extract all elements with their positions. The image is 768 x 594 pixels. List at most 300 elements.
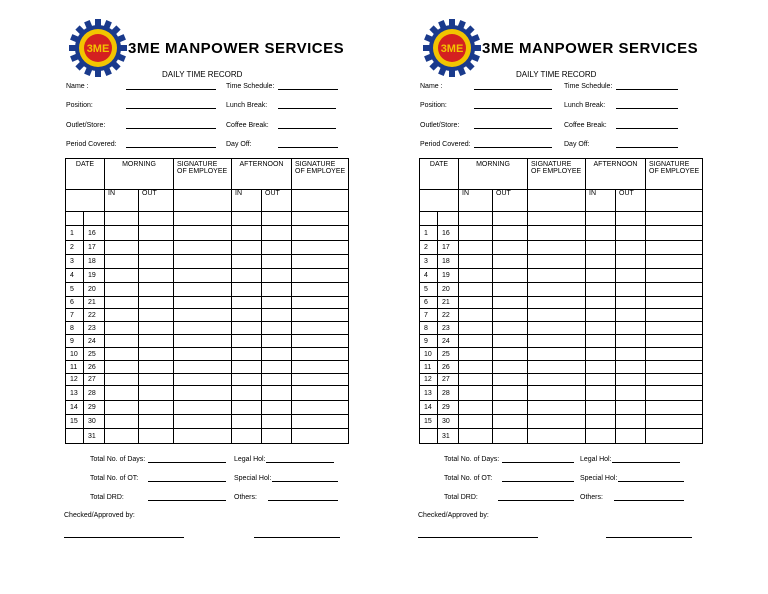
signature-morning-cell[interactable] [174,386,232,401]
signature-morning-cell[interactable] [528,386,586,401]
legal-hol-field[interactable] [580,455,680,463]
morning-in-cell[interactable] [459,297,493,309]
morning-in-cell[interactable] [459,374,493,386]
signature-morning-cell[interactable] [528,241,586,255]
afternoon-in-cell[interactable] [586,429,616,444]
day-number: 22 [84,309,105,322]
total-days-field[interactable] [444,455,574,463]
signature-afternoon-cell[interactable] [292,401,349,415]
signature-header-morning [528,159,586,190]
blank-cell[interactable] [420,212,438,226]
signature-morning-cell[interactable] [174,255,232,269]
afternoon-out-cell[interactable] [616,415,646,429]
afternoon-header: AFTERNOON [232,159,292,190]
day-off-field[interactable] [226,140,338,148]
signature-afternoon-cell[interactable] [646,401,703,415]
blank-cell[interactable] [232,212,262,226]
total-ot-field[interactable] [444,474,574,482]
afternoon-in-cell[interactable] [232,322,262,335]
morning-out-cell[interactable] [493,386,528,401]
signature-afternoon-cell[interactable] [292,374,349,386]
afternoon-out-cell[interactable] [616,348,646,361]
lunch-break-field[interactable] [564,101,678,109]
day-number: 4 [420,269,438,283]
time-schedule-field[interactable] [564,82,678,90]
morning-out-cell[interactable] [493,374,528,386]
afternoon-out-cell[interactable] [616,386,646,401]
position-field[interactable] [66,101,216,109]
morning-out-header: OUT [139,190,174,212]
day-number: 14 [66,401,84,415]
blank-cell[interactable] [493,212,528,226]
afternoon-out-cell[interactable] [616,361,646,374]
afternoon-in-header: IN [232,190,262,212]
table-row [420,322,703,335]
signature-afternoon-cell[interactable] [646,283,703,297]
total-drd-field[interactable] [90,493,226,501]
morning-in-cell[interactable] [105,374,139,386]
afternoon-out-cell[interactable] [262,401,292,415]
afternoon-in-cell[interactable] [586,322,616,335]
morning-in-cell[interactable] [105,309,139,322]
approved-by-signature-line[interactable] [606,537,692,538]
afternoon-out-cell[interactable] [262,269,292,283]
name-label: Name : [420,83,443,90]
time-record-table [65,158,349,444]
signature-afternoon-cell[interactable] [646,226,703,241]
table-row [66,297,349,309]
company-logo-icon [422,18,482,78]
signature-morning-cell[interactable] [174,361,232,374]
signature-afternoon-cell[interactable] [646,241,703,255]
period-covered-label: Period Covered: [66,141,117,148]
morning-in-header: IN [459,190,493,212]
afternoon-out-cell[interactable] [616,374,646,386]
morning-in-cell[interactable] [105,269,139,283]
day-number: 11 [420,361,438,374]
morning-in-cell[interactable] [105,348,139,361]
afternoon-in-cell[interactable] [232,335,262,348]
morning-out-cell[interactable] [493,309,528,322]
time-schedule-label: Time Schedule: [226,83,275,90]
signature-afternoon-cell[interactable] [646,429,703,444]
morning-out-cell[interactable] [493,226,528,241]
morning-out-cell[interactable] [139,335,174,348]
morning-in-cell[interactable] [105,322,139,335]
table-row [420,309,703,322]
company-logo-icon [68,18,128,78]
legal-hol-field[interactable] [234,455,334,463]
afternoon-out-cell[interactable] [616,297,646,309]
afternoon-out-cell[interactable] [616,283,646,297]
signature-afternoon-cell[interactable] [646,322,703,335]
morning-out-cell[interactable] [493,255,528,269]
signature-afternoon-cell[interactable] [292,348,349,361]
morning-in-cell[interactable] [105,297,139,309]
day-number: 25 [438,348,459,361]
signature-morning-cell[interactable] [528,226,586,241]
afternoon-out-cell[interactable] [616,401,646,415]
morning-in-cell[interactable] [459,322,493,335]
morning-in-cell[interactable] [105,255,139,269]
morning-out-cell[interactable] [493,361,528,374]
morning-out-cell[interactable] [139,283,174,297]
blank-cell[interactable] [66,212,84,226]
blank-cell[interactable] [84,212,105,226]
afternoon-in-cell[interactable] [586,386,616,401]
name-field[interactable] [66,82,216,90]
morning-out-cell[interactable] [139,322,174,335]
signature-morning-cell[interactable] [174,309,232,322]
total-ot-field[interactable] [90,474,226,482]
outlet-store-field[interactable] [420,121,552,129]
morning-out-cell[interactable] [493,269,528,283]
table-row [66,361,349,374]
checked-by-signature-line[interactable] [64,537,184,538]
signature-morning-cell[interactable] [174,269,232,283]
afternoon-out-cell[interactable] [616,309,646,322]
afternoon-in-cell[interactable] [232,401,262,415]
day-number: 29 [84,401,105,415]
signature-morning-cell[interactable] [174,241,232,255]
morning-out-cell[interactable] [139,361,174,374]
afternoon-in-cell[interactable] [232,361,262,374]
special-hol-field[interactable] [234,474,338,482]
approved-by-signature-line[interactable] [254,537,340,538]
morning-in-cell[interactable] [105,361,139,374]
afternoon-in-cell[interactable] [586,241,616,255]
signature-morning-cell[interactable] [174,297,232,309]
special-hol-field[interactable] [580,474,684,482]
morning-in-cell[interactable] [105,335,139,348]
morning-out-cell[interactable] [493,241,528,255]
signature-morning-cell[interactable] [528,374,586,386]
day-number: 12 [420,374,438,386]
legal-hol-label: Legal Hol: [580,456,612,463]
day-number: 28 [438,386,459,401]
morning-out-cell[interactable] [139,348,174,361]
signature-morning-cell[interactable] [528,348,586,361]
afternoon-in-cell[interactable] [586,309,616,322]
signature-afternoon-cell[interactable] [292,335,349,348]
day-number: 7 [420,309,438,322]
afternoon-out-cell[interactable] [262,322,292,335]
signature-afternoon-cell[interactable] [292,415,349,429]
day-off-label: Day Off: [564,141,590,148]
signature-morning-cell[interactable] [174,415,232,429]
others-field[interactable] [234,493,338,501]
day-number: 2 [420,241,438,255]
signature-morning-subheader [174,190,232,212]
signature-morning-cell[interactable] [174,374,232,386]
signature-morning-cell[interactable] [174,401,232,415]
afternoon-in-cell[interactable] [232,269,262,283]
table-row [420,297,703,309]
lunch-break-field[interactable] [226,101,336,109]
signature-afternoon-cell[interactable] [292,361,349,374]
morning-out-cell[interactable] [139,309,174,322]
afternoon-out-cell[interactable] [262,255,292,269]
signature-afternoon-cell[interactable] [646,415,703,429]
day-number: 27 [438,374,459,386]
coffee-break-field[interactable] [564,121,678,129]
morning-out-cell[interactable] [493,401,528,415]
afternoon-out-cell[interactable] [616,429,646,444]
morning-out-cell[interactable] [139,255,174,269]
signature-afternoon-cell[interactable] [292,297,349,309]
afternoon-in-cell[interactable] [232,415,262,429]
morning-in-cell[interactable] [459,241,493,255]
day-number: 15 [66,415,84,429]
morning-out-cell[interactable] [493,415,528,429]
signature-afternoon-cell[interactable] [646,374,703,386]
afternoon-in-cell[interactable] [232,429,262,444]
day-number: 22 [438,309,459,322]
signature-afternoon-cell[interactable] [646,386,703,401]
morning-in-cell[interactable] [105,283,139,297]
afternoon-in-cell[interactable] [232,386,262,401]
afternoon-out-cell[interactable] [616,226,646,241]
afternoon-in-cell[interactable] [232,297,262,309]
afternoon-in-cell[interactable] [232,374,262,386]
morning-out-cell[interactable] [493,429,528,444]
morning-out-cell[interactable] [493,322,528,335]
morning-out-cell[interactable] [139,241,174,255]
checked-approved-label: Checked/Approved by: [418,512,489,519]
table-row [66,415,349,429]
afternoon-in-cell[interactable] [586,415,616,429]
morning-out-cell[interactable] [139,401,174,415]
table-row [66,309,349,322]
day-number: 27 [84,374,105,386]
table-row [420,335,703,348]
document-title: DAILY TIME RECORD [162,70,243,79]
afternoon-in-cell[interactable] [586,283,616,297]
date-header: DATE [420,159,459,190]
afternoon-in-cell[interactable] [232,255,262,269]
day-number: 21 [84,297,105,309]
signature-afternoon-cell[interactable] [646,309,703,322]
day-number: 3 [66,255,84,269]
period-covered-field[interactable] [420,140,552,148]
afternoon-in-cell[interactable] [232,226,262,241]
morning-out-cell[interactable] [493,335,528,348]
afternoon-in-cell[interactable] [232,348,262,361]
morning-in-cell[interactable] [459,269,493,283]
position-field[interactable] [420,101,552,109]
signature-afternoon-subheader [292,190,349,212]
afternoon-in-cell[interactable] [586,335,616,348]
day-number: 11 [66,361,84,374]
signature-morning-cell[interactable] [528,361,586,374]
blank-cell[interactable] [438,212,459,226]
afternoon-in-cell[interactable] [586,348,616,361]
signature-morning-cell[interactable] [528,255,586,269]
morning-in-cell[interactable] [105,429,139,444]
morning-out-cell[interactable] [493,283,528,297]
day-number: 3 [420,255,438,269]
afternoon-out-cell[interactable] [616,255,646,269]
signature-morning-cell[interactable] [174,429,232,444]
morning-in-cell[interactable] [105,241,139,255]
morning-in-cell[interactable] [105,415,139,429]
afternoon-out-cell[interactable] [262,348,292,361]
morning-in-cell[interactable] [459,335,493,348]
signature-morning-cell[interactable] [174,348,232,361]
signature-afternoon-cell[interactable] [292,309,349,322]
morning-out-cell[interactable] [139,386,174,401]
morning-out-header: OUT [493,190,528,212]
signature-morning-cell[interactable] [528,283,586,297]
name-label: Name : [66,83,89,90]
signature-morning-subheader [528,190,586,212]
signature-afternoon-cell[interactable] [292,269,349,283]
morning-in-cell[interactable] [459,348,493,361]
signature-morning-cell[interactable] [174,335,232,348]
signature-afternoon-cell[interactable] [292,386,349,401]
morning-in-cell[interactable] [105,401,139,415]
afternoon-in-cell[interactable] [586,226,616,241]
morning-in-cell[interactable] [459,401,493,415]
morning-in-cell[interactable] [459,226,493,241]
afternoon-out-cell[interactable] [262,415,292,429]
time-schedule-field[interactable] [226,82,338,90]
afternoon-out-cell[interactable] [616,241,646,255]
table-row [66,335,349,348]
day-number: 17 [84,241,105,255]
blank-cell[interactable] [586,212,616,226]
signature-morning-cell[interactable] [174,322,232,335]
signature-morning-cell[interactable] [528,429,586,444]
afternoon-in-cell[interactable] [586,401,616,415]
signature-afternoon-cell[interactable] [292,283,349,297]
morning-in-cell[interactable] [459,429,493,444]
signature-morning-cell[interactable] [528,297,586,309]
total-ot-label: Total No. of OT: [444,475,493,482]
signature-afternoon-cell[interactable] [646,361,703,374]
day-number [420,429,438,444]
blank-cell[interactable] [616,212,646,226]
afternoon-out-cell[interactable] [616,269,646,283]
period-covered-field[interactable] [66,140,216,148]
morning-in-cell[interactable] [459,255,493,269]
total-days-field[interactable] [90,455,226,463]
blank-cell[interactable] [528,212,586,226]
afternoon-in-cell[interactable] [232,309,262,322]
afternoon-in-cell[interactable] [232,283,262,297]
day-number: 31 [84,429,105,444]
table-row [66,322,349,335]
afternoon-out-cell[interactable] [262,361,292,374]
signature-afternoon-cell[interactable] [292,255,349,269]
day-off-field[interactable] [564,140,678,148]
afternoon-out-cell[interactable] [262,309,292,322]
afternoon-out-cell[interactable] [262,226,292,241]
checked-by-signature-line[interactable] [418,537,538,538]
morning-in-cell[interactable] [459,415,493,429]
outlet-store-field[interactable] [66,121,216,129]
signature-morning-cell[interactable] [528,401,586,415]
morning-in-cell[interactable] [105,226,139,241]
signature-afternoon-cell[interactable] [292,226,349,241]
morning-out-cell[interactable] [139,374,174,386]
morning-in-cell[interactable] [459,361,493,374]
morning-out-cell[interactable] [139,297,174,309]
name-field[interactable] [420,82,552,90]
morning-in-cell[interactable] [459,386,493,401]
signature-morning-cell[interactable] [528,415,586,429]
day-number: 20 [438,283,459,297]
morning-out-cell[interactable] [139,429,174,444]
blank-cell[interactable] [262,212,292,226]
afternoon-out-cell[interactable] [262,386,292,401]
signature-afternoon-cell[interactable] [292,322,349,335]
signature-morning-cell[interactable] [528,309,586,322]
total-drd-field[interactable] [444,493,574,501]
signature-morning-cell[interactable] [528,335,586,348]
afternoon-in-cell[interactable] [586,269,616,283]
signature-morning-cell[interactable] [528,322,586,335]
blank-cell[interactable] [174,212,232,226]
morning-in-header: IN [105,190,139,212]
morning-out-cell[interactable] [493,348,528,361]
others-field[interactable] [580,493,684,501]
signature-afternoon-cell[interactable] [292,241,349,255]
afternoon-out-cell[interactable] [262,335,292,348]
afternoon-in-cell[interactable] [586,361,616,374]
lunch-break-label: Lunch Break: [226,102,268,109]
signature-morning-cell[interactable] [528,269,586,283]
signature-afternoon-cell[interactable] [646,269,703,283]
blank-cell[interactable] [646,212,703,226]
afternoon-in-cell[interactable] [586,297,616,309]
afternoon-out-cell[interactable] [262,283,292,297]
signature-morning-cell[interactable] [174,283,232,297]
morning-in-cell[interactable] [459,309,493,322]
blank-cell[interactable] [459,212,493,226]
afternoon-in-cell[interactable] [586,374,616,386]
blank-cell[interactable] [292,212,349,226]
morning-out-cell[interactable] [139,226,174,241]
table-row [420,374,703,386]
afternoon-out-cell[interactable] [262,429,292,444]
coffee-break-field[interactable] [226,121,336,129]
day-number: 18 [84,255,105,269]
morning-in-cell[interactable] [105,386,139,401]
afternoon-in-cell[interactable] [232,241,262,255]
morning-out-cell[interactable] [139,415,174,429]
afternoon-out-cell[interactable] [616,322,646,335]
afternoon-out-cell[interactable] [616,335,646,348]
morning-out-cell[interactable] [139,269,174,283]
blank-cell[interactable] [105,212,139,226]
day-number: 29 [438,401,459,415]
signature-afternoon-cell[interactable] [292,429,349,444]
signature-morning-cell[interactable] [174,226,232,241]
afternoon-in-cell[interactable] [586,255,616,269]
signature-afternoon-cell[interactable] [646,335,703,348]
signature-afternoon-cell[interactable] [646,297,703,309]
afternoon-out-cell[interactable] [262,297,292,309]
afternoon-out-cell[interactable] [262,374,292,386]
signature-afternoon-cell[interactable] [646,348,703,361]
signature-afternoon-cell[interactable] [646,255,703,269]
day-number: 19 [84,269,105,283]
blank-cell[interactable] [139,212,174,226]
afternoon-out-cell[interactable] [262,241,292,255]
morning-in-cell[interactable] [459,283,493,297]
morning-out-cell[interactable] [493,297,528,309]
